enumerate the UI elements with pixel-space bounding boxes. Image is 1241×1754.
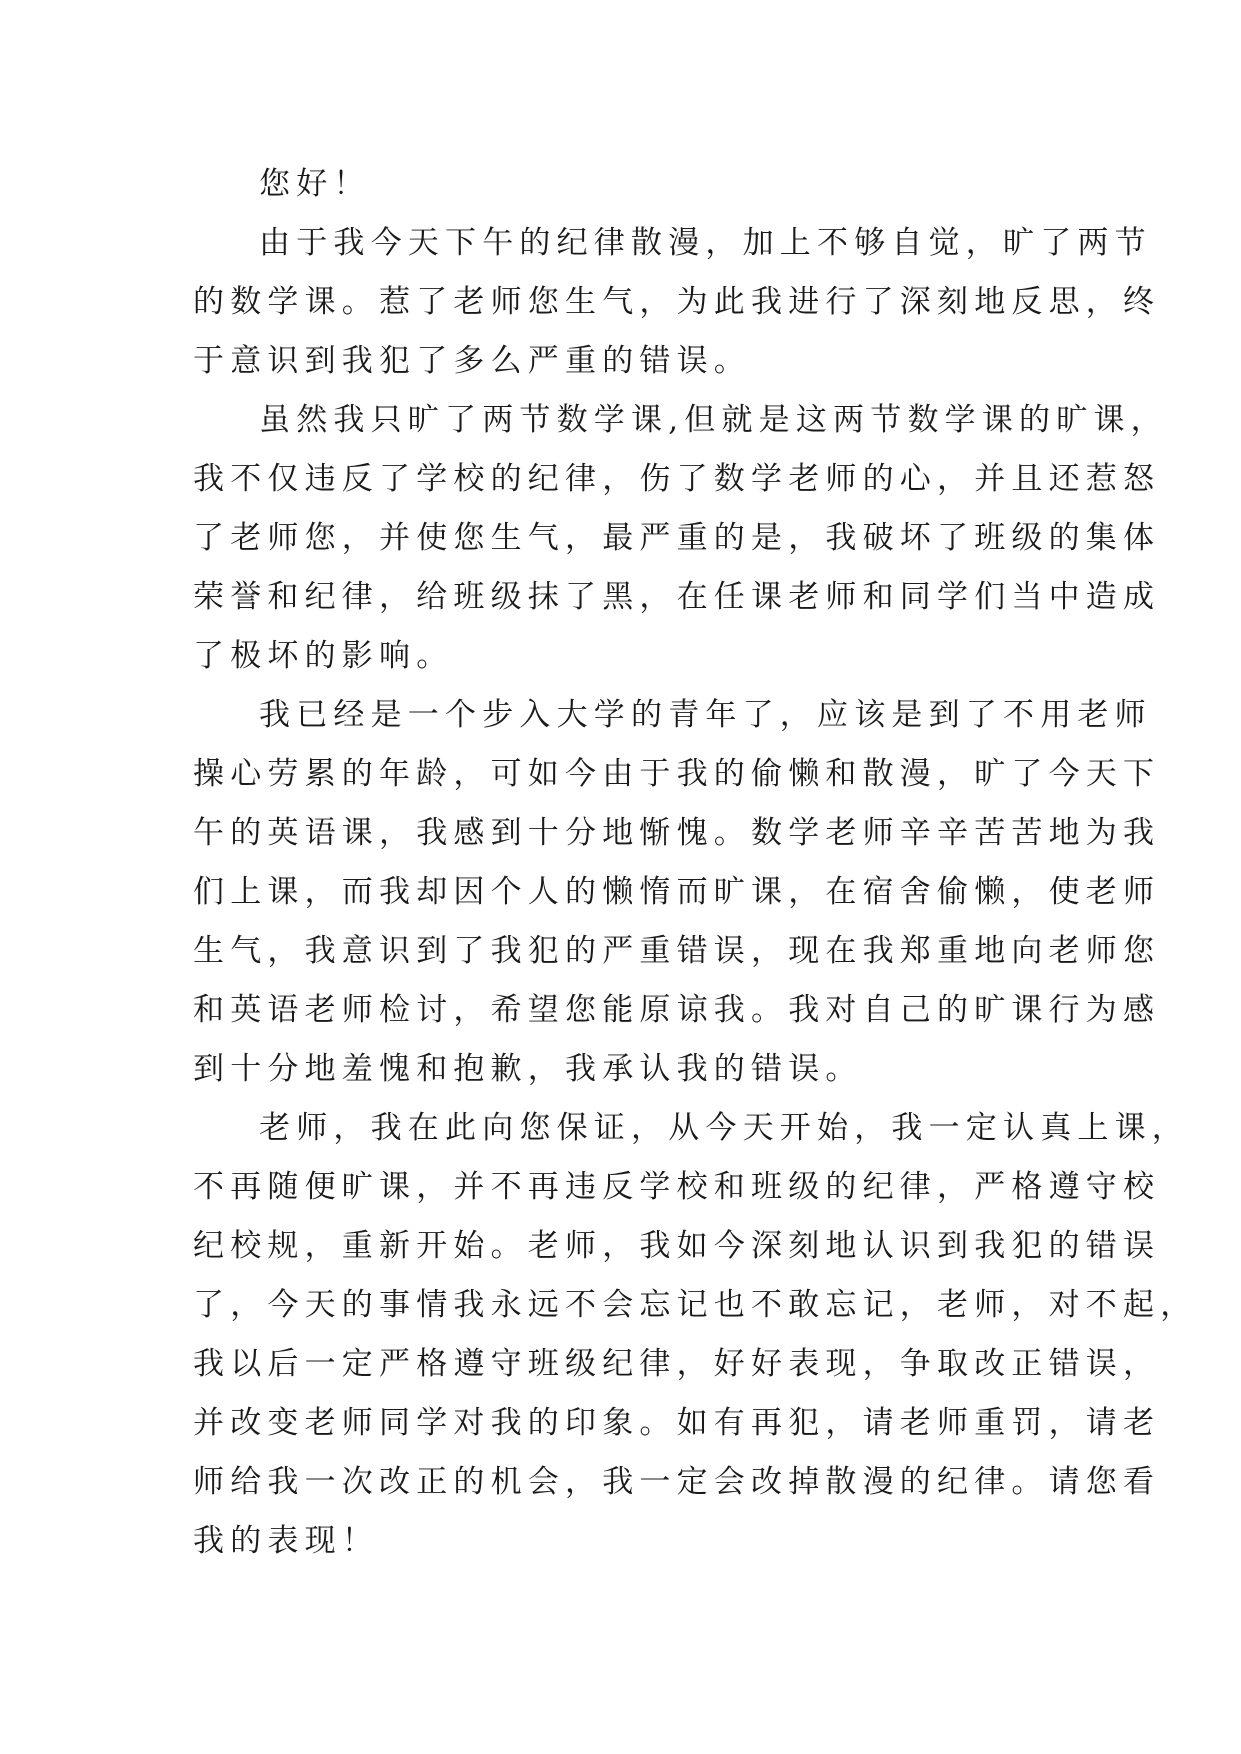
text-line: 的数学课。惹了老师您生气，为此我进行了深刻地反思，终 — [193, 284, 1161, 320]
greeting: 您好！ — [259, 166, 371, 202]
text-line: 了老师您，并使您生气，最严重的是，我破坏了班级的集体 — [193, 520, 1161, 556]
text-line: 我以后一定严格遵守班级纪律，好好表现，争取改正错误， — [193, 1346, 1161, 1382]
text-line: 纪校规，重新开始。老师，我如今深刻地认识到我犯的错误 — [193, 1228, 1161, 1264]
text-line: 了极坏的影响。 — [193, 638, 454, 674]
text-line: 们上课，而我却因个人的懒惰而旷课，在宿舍偷懒，使老师 — [193, 874, 1161, 910]
text-line: 到十分地羞愧和抱歉，我承认我的错误。 — [193, 1051, 863, 1087]
text-line: 我的表现！ — [193, 1523, 379, 1559]
text-line: 我已经是一个步入大学的青年了，应该是到了不用老师 — [259, 697, 1152, 733]
text-line: 我不仅违反了学校的纪律，伤了数学老师的心，并且还惹怒 — [193, 461, 1161, 497]
text-line: 虽然我只旷了两节数学课,但就是这两节数学课的旷课， — [259, 402, 1168, 438]
text-line: 并改变老师同学对我的印象。如有再犯，请老师重罚，请老 — [193, 1405, 1161, 1441]
greeting-paragraph — [193, 155, 1061, 214]
paragraph-1 — [193, 214, 1161, 391]
text-line: 于意识到我犯了多么严重的错误。 — [193, 343, 751, 379]
text-line: 由于我今天下午的纪律散漫，加上不够自觉，旷了两节 — [259, 225, 1152, 261]
paragraph-3 — [193, 686, 1161, 1099]
text-line: 荣誉和纪律，给班级抹了黑，在任课老师和同学们当中造成 — [193, 579, 1161, 615]
letter-body — [193, 155, 1198, 1571]
text-line: 操心劳累的年龄，可如今由于我的偷懒和散漫，旷了今天下 — [193, 756, 1161, 792]
text-line: 了，今天的事情我永远不会忘记也不敢忘记，老师，对不起， — [193, 1287, 1198, 1323]
text-line: 师给我一次改正的机会，我一定会改掉散漫的纪律。请您看 — [193, 1464, 1161, 1500]
paragraph-2 — [193, 391, 1168, 686]
text-line: 不再随便旷课，并不再违反学校和班级的纪律，严格遵守校 — [193, 1169, 1161, 1205]
text-line: 午的英语课，我感到十分地惭愧。数学老师辛辛苦苦地为我 — [193, 815, 1161, 851]
paragraph-4 — [193, 1099, 1198, 1571]
text-line: 和英语老师检讨，希望您能原谅我。我对自己的旷课行为感 — [193, 992, 1161, 1028]
text-line: 老师，我在此向您保证，从今天开始，我一定认真上课， — [259, 1110, 1189, 1146]
text-line: 生气，我意识到了我犯的严重错误，现在我郑重地向老师您 — [193, 933, 1161, 969]
